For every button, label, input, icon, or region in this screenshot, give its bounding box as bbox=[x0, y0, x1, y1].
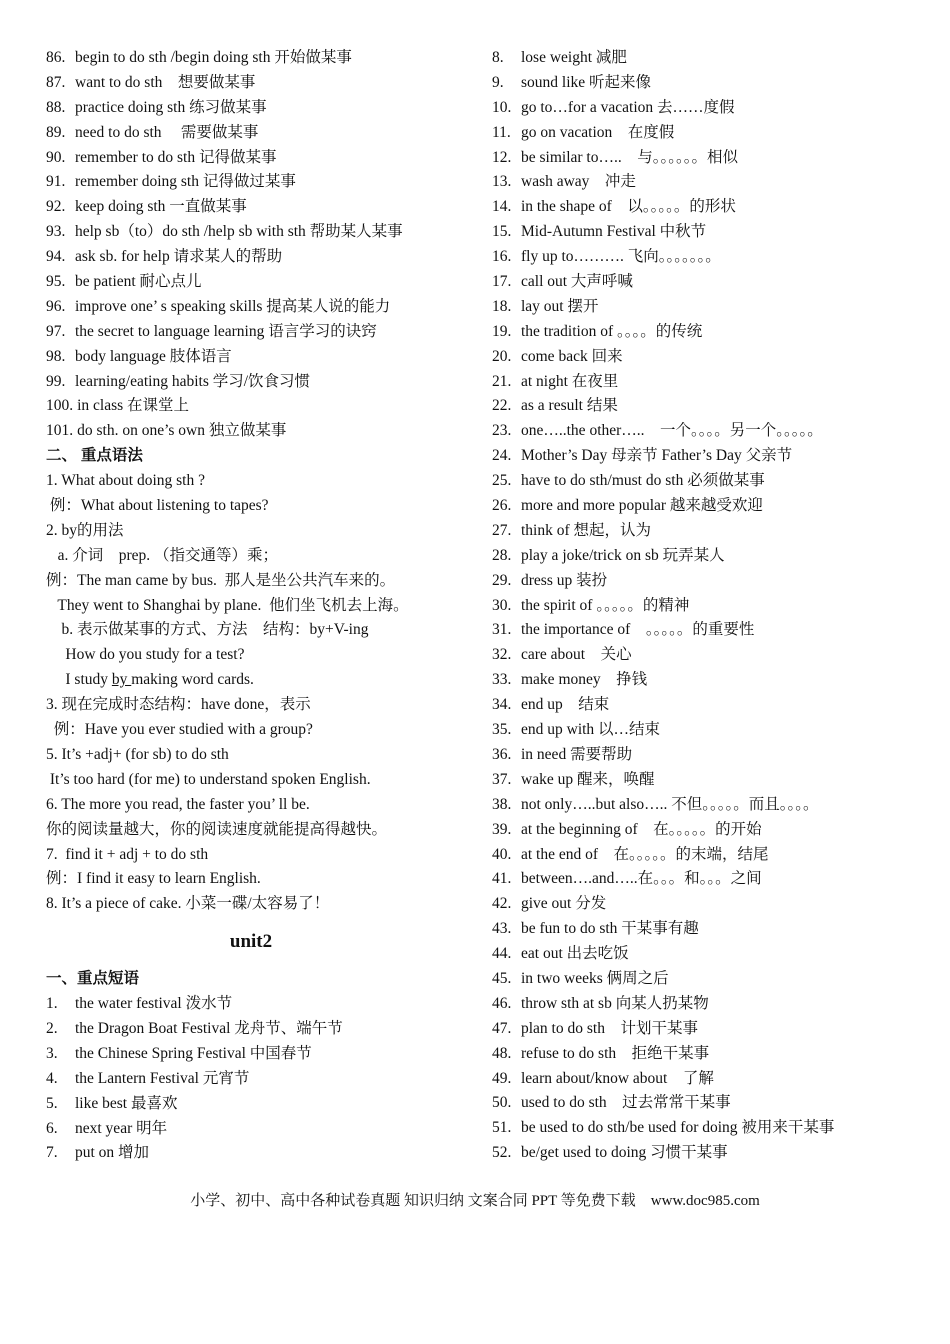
list-item bbox=[492, 71, 946, 96]
list-item bbox=[492, 170, 946, 195]
list-item bbox=[46, 394, 476, 419]
item-text: begin to do sth /begin doing sth 开始做某事 bbox=[75, 49, 352, 66]
list-item bbox=[492, 917, 946, 942]
item-text: the Dragon Boat Festival 龙舟节、端午节 bbox=[75, 1019, 343, 1037]
item-text: learning/eating habits 学习/饮食习惯 bbox=[75, 372, 311, 390]
item-text: remember to do sth 记得做某事 bbox=[75, 148, 277, 166]
item-text: do sth. on one’s own 独立做某事 bbox=[77, 422, 287, 440]
item-text: not only…..but also….. 不但。。。。。而且。。。。 bbox=[521, 795, 819, 813]
item-text: ask sb. for help 请求某人的帮助 bbox=[75, 248, 283, 266]
page-footer: 小学、初中、高中各种试卷真题 知识归纳 文案合同 PPT 等免费下载 www.doc985.com bbox=[190, 1193, 760, 1209]
list-item bbox=[492, 967, 946, 992]
grammar-line: 例：I find it easy to learn English. bbox=[46, 870, 261, 888]
section-heading: 二、 重点语法 bbox=[46, 447, 143, 465]
item-number: 99. bbox=[46, 372, 66, 390]
list-item bbox=[492, 594, 946, 619]
item-number: 46. bbox=[492, 994, 512, 1012]
item-number: 22. bbox=[492, 397, 512, 415]
item-text: like best 最喜欢 bbox=[75, 1094, 178, 1112]
item-number: 29. bbox=[492, 571, 512, 589]
list-item bbox=[46, 419, 476, 444]
item-number: 37. bbox=[492, 770, 512, 788]
list-item bbox=[492, 1017, 946, 1042]
list-item bbox=[492, 743, 946, 768]
grammar-line bbox=[46, 668, 476, 693]
item-text: at night 在夜里 bbox=[521, 372, 619, 390]
item-text: more and more popular 越来越受欢迎 bbox=[521, 497, 763, 515]
item-number: 38. bbox=[492, 795, 512, 813]
item-number: 90. bbox=[46, 148, 66, 166]
grammar-line: 5. It’s +adj+ (for sb) to do sth bbox=[46, 745, 229, 763]
list-item bbox=[492, 394, 946, 419]
item-number: 94. bbox=[46, 248, 66, 266]
item-text: sound like 听起来像 bbox=[521, 73, 652, 91]
item-text: as a result 结果 bbox=[521, 397, 618, 415]
list-item bbox=[492, 793, 946, 818]
unit-title: unit2 bbox=[229, 931, 273, 953]
item-text: wake up 醒来，唤醒 bbox=[521, 770, 655, 788]
item-number: 7. bbox=[46, 1144, 58, 1162]
list-item bbox=[492, 370, 946, 395]
list-item bbox=[492, 1067, 946, 1092]
item-text: think of 想起，认为 bbox=[521, 521, 652, 539]
item-text: have to do sth/must do sth 必须做某事 bbox=[521, 472, 765, 490]
item-number: 24. bbox=[492, 447, 512, 465]
item-number: 35. bbox=[492, 721, 512, 739]
list-item bbox=[492, 146, 946, 171]
grammar-line: It’s too hard (for me) to understand spoken English. bbox=[46, 770, 371, 788]
grammar-line: 例：What about listening to tapes? bbox=[46, 497, 269, 515]
item-number: 51. bbox=[492, 1119, 512, 1137]
grammar-text-after: making word cards. bbox=[131, 671, 254, 689]
item-text: the secret to language learning 语言学习的诀窍 bbox=[75, 322, 377, 340]
list-item bbox=[46, 370, 476, 395]
list-item bbox=[492, 121, 946, 146]
item-number: 97. bbox=[46, 322, 66, 340]
item-text: improve one’ s speaking skills 提高某人说的能力 bbox=[75, 297, 391, 315]
list-item bbox=[492, 220, 946, 245]
item-number: 101. bbox=[46, 422, 74, 440]
item-number: 89. bbox=[46, 123, 66, 141]
list-item bbox=[492, 46, 946, 71]
item-number: 41. bbox=[492, 870, 512, 888]
grammar-text-underlined: by bbox=[111, 671, 132, 689]
list-item bbox=[492, 1091, 946, 1116]
item-number: 12. bbox=[492, 148, 512, 166]
list-item bbox=[46, 345, 476, 370]
item-number: 21. bbox=[492, 372, 512, 390]
list-item bbox=[46, 71, 476, 96]
item-text: next year 明年 bbox=[75, 1119, 168, 1137]
item-number: 27. bbox=[492, 521, 512, 539]
list-item bbox=[492, 693, 946, 718]
item-number: 88. bbox=[46, 98, 66, 116]
list-item bbox=[492, 1141, 946, 1166]
item-number: 43. bbox=[492, 920, 512, 938]
list-item bbox=[492, 270, 946, 295]
item-text: learn about/know about 了解 bbox=[521, 1069, 714, 1087]
item-number: 92. bbox=[46, 198, 66, 216]
item-text: care about 关心 bbox=[521, 646, 632, 664]
grammar-line: 8. It’s a piece of cake. 小菜一碟/太容易了！ bbox=[46, 895, 330, 913]
grammar-line: 例：Have you ever studied with a group? bbox=[46, 721, 313, 739]
item-text: end up with 以…结束 bbox=[521, 721, 661, 739]
list-item bbox=[492, 519, 946, 544]
list-item bbox=[46, 1092, 476, 1117]
list-item bbox=[46, 245, 476, 270]
list-item bbox=[492, 245, 946, 270]
item-text: lose weight 减肥 bbox=[521, 49, 627, 66]
item-number: 18. bbox=[492, 297, 512, 315]
item-text: be/get used to doing 习惯干某事 bbox=[521, 1144, 728, 1162]
grammar-line: b. 表示做某事的方式、方法 结构：by+V-ing bbox=[46, 621, 369, 639]
grammar-line: 3. 现在完成时态结构：have done，表示 bbox=[46, 696, 311, 714]
item-number: 32. bbox=[492, 646, 512, 664]
item-text: Mid-Autumn Festival 中秋节 bbox=[521, 223, 707, 241]
item-text: remember doing sth 记得做过某事 bbox=[75, 173, 296, 191]
item-text: wash away 冲走 bbox=[521, 173, 636, 191]
item-number: 36. bbox=[492, 745, 512, 763]
grammar-line: 例：The man came by bus. 那人是坐公共汽车来的。 bbox=[46, 571, 396, 589]
item-number: 3. bbox=[46, 1044, 58, 1062]
list-item bbox=[46, 146, 476, 171]
item-text: at the beginning of 在。。。。。的开始 bbox=[521, 820, 762, 838]
item-number: 98. bbox=[46, 347, 66, 365]
list-item bbox=[492, 992, 946, 1017]
item-text: the importance of 。。。。。的重要性 bbox=[521, 621, 755, 639]
item-text: be used to do sth/be used for doing 被用来干某事 bbox=[521, 1119, 835, 1137]
item-number: 95. bbox=[46, 273, 66, 291]
item-text: dress up 装扮 bbox=[521, 571, 608, 589]
item-number: 10. bbox=[492, 98, 512, 116]
item-text: one…..the other….. 一个。。。。另一个。。。。。 bbox=[521, 422, 823, 440]
list-item bbox=[492, 544, 946, 569]
list-item bbox=[492, 195, 946, 220]
list-item bbox=[46, 295, 476, 320]
item-text: the Lantern Festival 元宵节 bbox=[75, 1069, 250, 1087]
list-item bbox=[46, 1141, 476, 1166]
item-text: put on 增加 bbox=[75, 1144, 150, 1162]
item-number: 16. bbox=[492, 248, 512, 266]
grammar-line: 7. find it + adj + to do sth bbox=[46, 845, 209, 863]
list-item bbox=[46, 1067, 476, 1092]
list-item bbox=[492, 345, 946, 370]
list-item bbox=[46, 992, 476, 1017]
item-text: in the shape of 以。。。。。的形状 bbox=[521, 198, 736, 216]
item-text: end up 结束 bbox=[521, 696, 610, 714]
list-item bbox=[46, 1042, 476, 1067]
item-text: plan to do sth 计划干某事 bbox=[521, 1019, 698, 1037]
item-text: body language 肢体语言 bbox=[75, 347, 232, 365]
item-number: 26. bbox=[492, 497, 512, 515]
list-item bbox=[492, 668, 946, 693]
grammar-text-before: I study bbox=[46, 671, 112, 689]
item-text: eat out 出去吃饭 bbox=[521, 945, 629, 963]
item-text: go to…for a vacation 去……度假 bbox=[521, 98, 735, 116]
item-number: 1. bbox=[46, 995, 58, 1013]
item-number: 96. bbox=[46, 297, 66, 315]
item-number: 100. bbox=[46, 397, 74, 415]
list-item bbox=[46, 1117, 476, 1142]
item-text: throw sth at sb 向某人扔某物 bbox=[521, 994, 709, 1012]
item-number: 47. bbox=[492, 1019, 512, 1037]
item-number: 91. bbox=[46, 173, 66, 191]
grammar-line: 1. What about doing sth ? bbox=[46, 472, 205, 490]
item-text: Mother’s Day 母亲节 Father’s Day 父亲节 bbox=[521, 447, 793, 465]
item-number: 30. bbox=[492, 596, 512, 614]
item-number: 23. bbox=[492, 422, 512, 440]
list-item bbox=[492, 618, 946, 643]
item-number: 52. bbox=[492, 1144, 512, 1162]
item-number: 17. bbox=[492, 273, 512, 291]
item-number: 34. bbox=[492, 696, 512, 714]
item-text: the tradition of 。。。。的传统 bbox=[521, 322, 703, 340]
item-text: help sb（to）do sth /help sb with sth 帮助某人某事 bbox=[75, 223, 403, 241]
item-text: the water festival 泼水节 bbox=[75, 995, 233, 1013]
item-text: be patient 耐心点儿 bbox=[75, 273, 202, 291]
list-item bbox=[492, 96, 946, 121]
item-number: 48. bbox=[492, 1044, 512, 1062]
item-number: 19. bbox=[492, 322, 512, 340]
list-item bbox=[492, 320, 946, 345]
list-item bbox=[492, 867, 946, 892]
list-item bbox=[492, 892, 946, 917]
list-item bbox=[46, 170, 476, 195]
list-item bbox=[46, 121, 476, 146]
item-text: lay out 摆开 bbox=[521, 297, 599, 315]
grammar-line: 6. The more you read, the faster you’ ll be. bbox=[46, 795, 310, 813]
item-text: the spirit of 。。。。。的精神 bbox=[521, 596, 690, 614]
item-text: want to do sth 想要做某事 bbox=[75, 73, 256, 91]
item-number: 28. bbox=[492, 546, 512, 564]
item-text: practice doing sth 练习做某事 bbox=[75, 98, 267, 116]
item-number: 45. bbox=[492, 969, 512, 987]
item-number: 15. bbox=[492, 223, 512, 241]
list-item bbox=[46, 320, 476, 345]
item-text: play a joke/trick on sb 玩弄某人 bbox=[521, 546, 725, 564]
list-item bbox=[46, 96, 476, 121]
list-item bbox=[492, 295, 946, 320]
item-text: used to do sth 过去常常干某事 bbox=[521, 1094, 731, 1112]
item-text: between….and…..在。。。和。。。之间 bbox=[521, 870, 762, 888]
item-text: go on vacation 在度假 bbox=[521, 123, 675, 141]
list-item bbox=[492, 494, 946, 519]
item-text: come back 回来 bbox=[521, 347, 623, 365]
item-number: 8. bbox=[492, 49, 504, 66]
item-number: 2. bbox=[46, 1019, 58, 1037]
item-text: in two weeks 俩周之后 bbox=[521, 969, 669, 987]
item-number: 86. bbox=[46, 49, 66, 66]
item-number: 25. bbox=[492, 472, 512, 490]
item-text: be similar to….. 与。。。。。。相似 bbox=[521, 148, 738, 166]
list-item bbox=[492, 569, 946, 594]
item-text: be fun to do sth 干某事有趣 bbox=[521, 920, 699, 938]
item-text: in class 在课堂上 bbox=[77, 397, 190, 415]
item-number: 40. bbox=[492, 845, 512, 863]
list-item bbox=[46, 1017, 476, 1042]
list-item bbox=[492, 818, 946, 843]
item-number: 49. bbox=[492, 1069, 512, 1087]
item-number: 93. bbox=[46, 223, 66, 241]
list-item bbox=[492, 1042, 946, 1067]
item-text: the Chinese Spring Festival 中国春节 bbox=[75, 1044, 312, 1062]
item-text: refuse to do sth 拒绝干某事 bbox=[521, 1044, 710, 1062]
item-text: make money 挣钱 bbox=[521, 671, 648, 689]
item-number: 50. bbox=[492, 1094, 512, 1112]
item-number: 14. bbox=[492, 198, 512, 216]
right-column bbox=[492, 46, 946, 1166]
list-item bbox=[492, 843, 946, 868]
item-number: 44. bbox=[492, 945, 512, 963]
item-text: fly up to………. 飞向。。。。。。。 bbox=[521, 248, 721, 266]
list-item bbox=[492, 718, 946, 743]
list-item bbox=[492, 768, 946, 793]
list-item bbox=[492, 1116, 946, 1141]
list-item bbox=[492, 469, 946, 494]
grammar-line: They went to Shanghai by plane. 他们坐飞机去上海。 bbox=[46, 596, 409, 614]
grammar-line: 你的阅读量越大，你的阅读速度就能提高得越快。 bbox=[46, 820, 388, 838]
list-item bbox=[492, 942, 946, 967]
item-number: 5. bbox=[46, 1094, 58, 1112]
item-text: at the end of 在。。。。。的末端，结尾 bbox=[521, 845, 769, 863]
list-item bbox=[46, 220, 476, 245]
item-text: need to do sth 需要做某事 bbox=[75, 123, 259, 141]
list-item bbox=[46, 195, 476, 220]
list-item bbox=[46, 46, 476, 71]
item-number: 31. bbox=[492, 621, 512, 639]
list-item bbox=[492, 444, 946, 469]
item-number: 6. bbox=[46, 1119, 58, 1137]
item-text: keep doing sth 一直做某事 bbox=[75, 198, 247, 216]
list-item bbox=[46, 270, 476, 295]
grammar-line: a. 介词 prep. （指交通等）乘； bbox=[46, 546, 279, 564]
item-number: 42. bbox=[492, 895, 512, 913]
item-text: in need 需要帮助 bbox=[521, 745, 633, 763]
grammar-line: 2. by的用法 bbox=[46, 521, 124, 539]
list-item bbox=[492, 643, 946, 668]
item-number: 33. bbox=[492, 671, 512, 689]
item-number: 13. bbox=[492, 173, 512, 191]
item-text: call out 大声呼喊 bbox=[521, 273, 633, 291]
item-number: 11. bbox=[492, 123, 511, 141]
grammar-line: How do you study for a test? bbox=[46, 646, 245, 664]
item-number: 4. bbox=[46, 1069, 58, 1087]
item-number: 39. bbox=[492, 820, 512, 838]
item-number: 87. bbox=[46, 73, 66, 91]
section-heading: 一、重点短语 bbox=[46, 970, 140, 988]
item-number: 20. bbox=[492, 347, 512, 365]
left-column bbox=[46, 46, 476, 1166]
item-text: give out 分发 bbox=[521, 895, 607, 913]
list-item bbox=[492, 419, 946, 444]
item-number: 9. bbox=[492, 73, 504, 91]
